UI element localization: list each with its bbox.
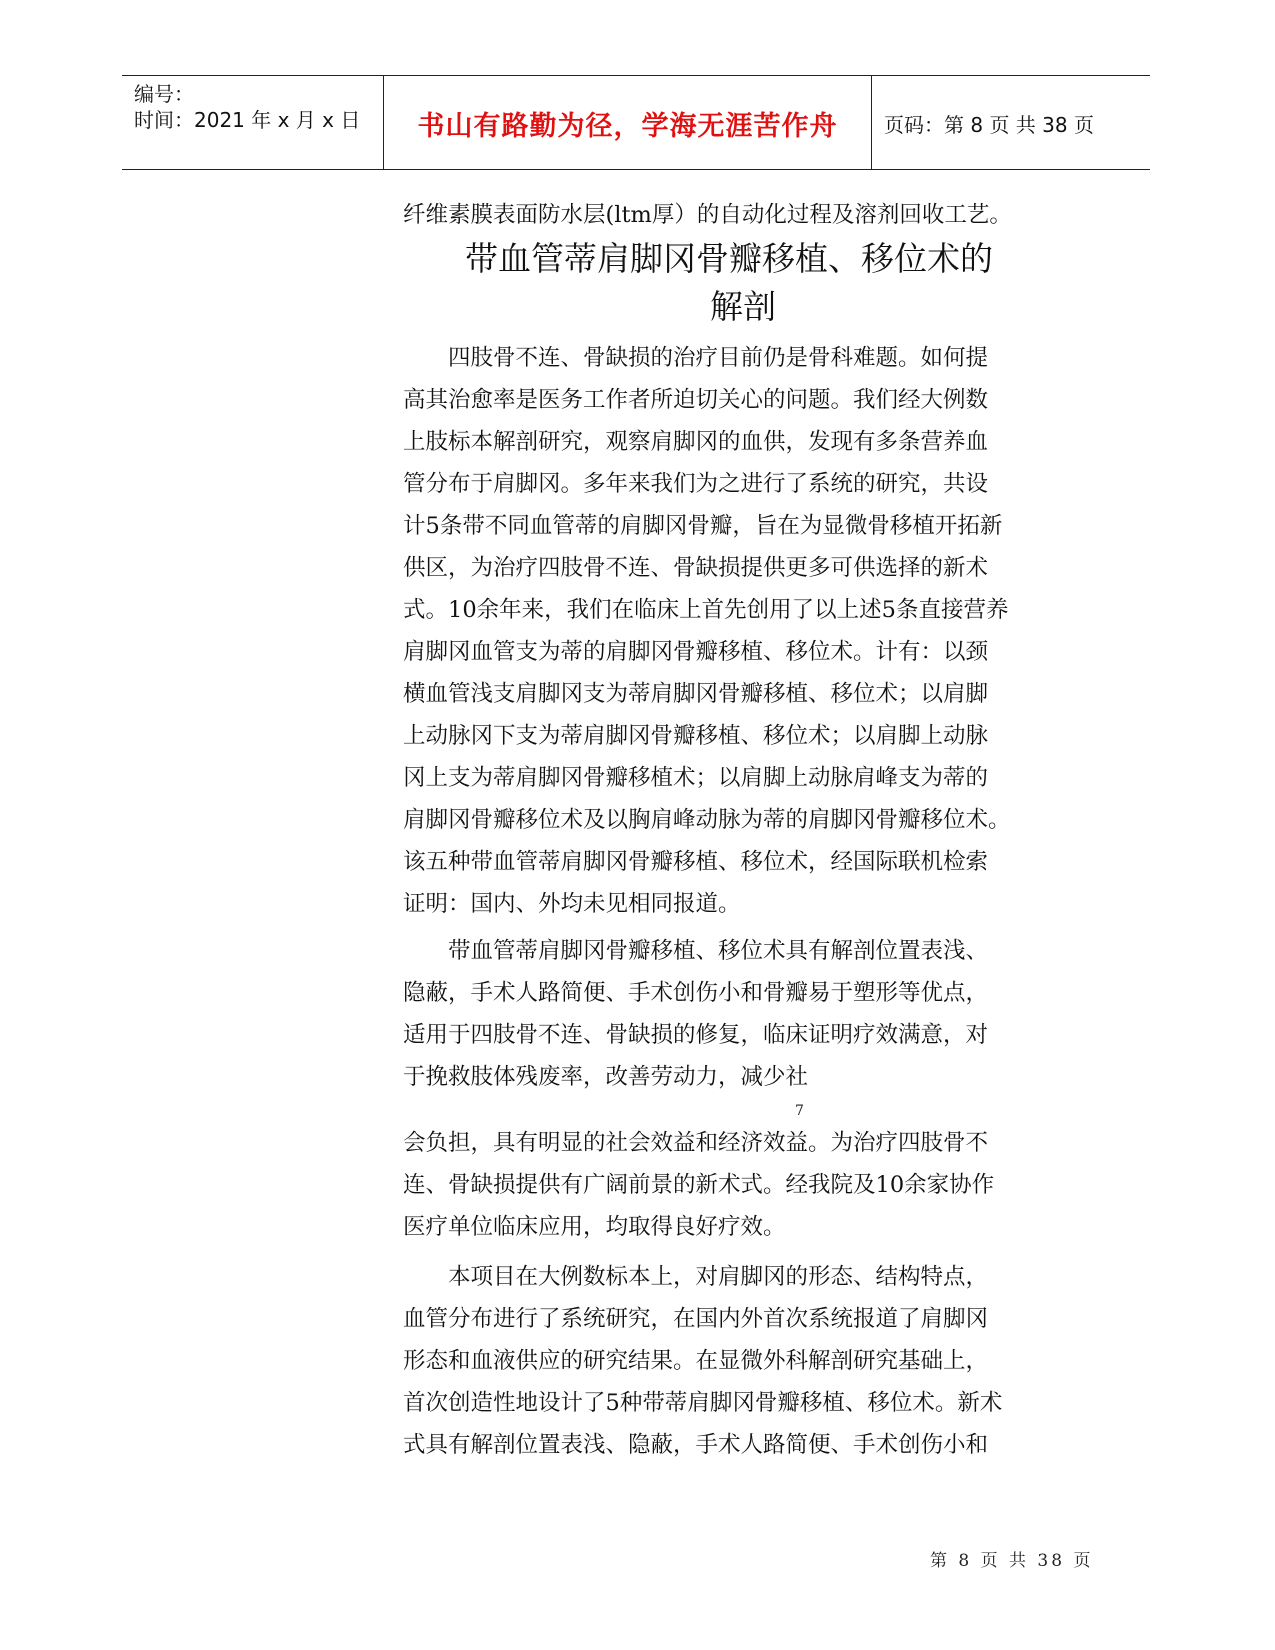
paragraph-line: 上动脉冈下支为蒂肩脚冈骨瓣移植、移位术；以肩脚上动脉 [403,723,989,749]
paragraph-line: 肩脚冈骨瓣移位术及以胸肩峰动脉为蒂的肩脚冈骨瓣移位术。 [403,807,1011,833]
paragraph-line: 形态和血液供应的研究结果。在显微外科解剖研究基础上， [403,1348,989,1374]
paragraph-line: 横血管浅支肩脚冈支为蒂肩脚冈骨瓣移植、移位术；以肩脚 [403,681,989,707]
paragraph-line: 带血管蒂肩脚冈骨瓣移植、移位术具有解剖位置表浅、 [403,938,989,964]
paragraph-line: 上肢标本解剖研究，观察肩脚冈的血供，发现有多条营养血 [403,429,989,455]
time-label: 时间：2021 年 x 月 x 日 [134,108,361,132]
paragraph-line: 式具有解剖位置表浅、隐蔽，手术人路简便、手术创伤小和 [403,1432,989,1458]
section-title-line1: 带血管蒂肩脚冈骨瓣移植、移位术的 [465,239,993,278]
inner-page-number: 7 [795,1103,804,1119]
paragraph-line: 高其治愈率是医务工作者所迫切关心的问题。我们经大例数 [403,387,989,413]
paragraph-line: 计5条带不同血管蒂的肩脚冈骨瓣，旨在为显微骨移植开拓新 [403,513,1003,539]
header-page-info: 页码：第 8 页 共 38 页 [884,113,1094,137]
paragraph-line: 首次创造性地设计了5种带蒂肩脚冈骨瓣移植、移位术。新术 [403,1390,1003,1416]
paragraph-line: 适用于四肢骨不连、骨缺损的修复，临床证明疗效满意，对 [403,1022,989,1048]
paragraph-line: 隐蔽，手术人路简便、手术创伤小和骨瓣易于塑形等优点， [403,980,989,1006]
paragraph-line: 式。10余年来，我们在临床上首先创用了以上述5条直接营养 [403,597,1009,623]
paragraph-line: 管分布于肩脚冈。多年来我们为之进行了系统的研究，共设 [403,471,989,497]
paragraph-line: 证明：国内、外均未见相同报道。 [403,891,741,917]
paragraph-line: 血管分布进行了系统研究，在国内外首次系统报道了肩脚冈 [403,1306,989,1332]
header-left-cell [122,76,384,169]
paragraph-line: 冈上支为蒂肩脚冈骨瓣移植术；以肩脚上动脉肩峰支为蒂的 [403,765,989,791]
paragraph-line: 于挽救肢体残废率，改善劳动力，减少社 [403,1064,809,1090]
document-body [403,0,1058,1650]
header-motto: 书山有路勤为径，学海无涯苦作舟 [417,111,838,142]
paragraph-line: 医疗单位临床应用，均取得良好疗效。 [403,1214,786,1240]
paragraph-line: 该五种带血管蒂肩脚冈骨瓣移植、移位术，经国际联机检索 [403,849,989,875]
section-title-line2: 解剖 [710,287,776,326]
paragraph-line: 会负担，具有明显的社会效益和经济效益。为治疗四肢骨不 [403,1130,989,1156]
paragraph-line: 肩脚冈血管支为蒂的肩脚冈骨瓣移植、移位术。计有：以颈 [403,639,989,665]
paragraph-line: 四肢骨不连、骨缺损的治疗目前仍是骨科难题。如何提 [403,345,989,371]
serial-label: 编号： [134,82,194,106]
paragraph-line: 本项目在大例数标本上，对肩脚冈的形态、结构特点， [403,1264,989,1290]
page-footer: 第 8 页 共 38 页 [930,1551,1094,1571]
paragraph-line: 供区，为治疗四肢骨不连、骨缺损提供更多可供选择的新术 [403,555,989,581]
paragraph-line: 连、骨缺损提供有广阔前景的新术式。经我院及10余家协作 [403,1172,995,1198]
top-line: 纤维素膜表面防水层(ltm厚）的自动化过程及溶剂回收工艺。 [403,202,1012,228]
